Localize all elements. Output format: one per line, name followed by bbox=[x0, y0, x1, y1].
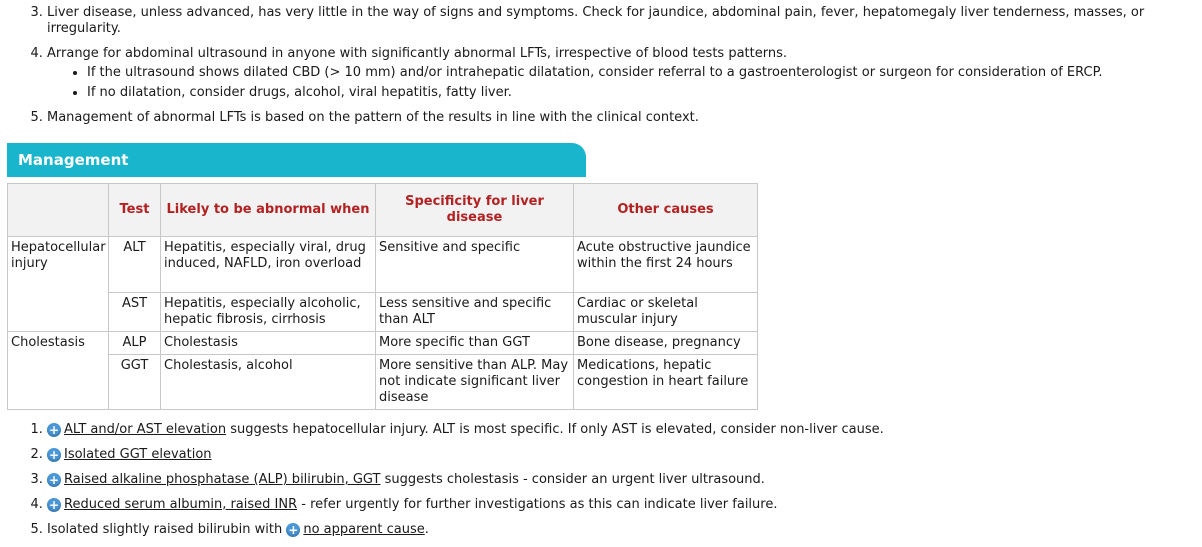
other-cell: Medications, hepatic congestion in heart failure bbox=[574, 355, 758, 410]
specificity-cell: More sensitive than ALP. May not indicate significant liver disease bbox=[376, 355, 574, 410]
group-cell: Hepatocellular injury bbox=[8, 237, 109, 293]
list-item: 1. + ALT and/or AST elevation suggests hepatocellular injury. ALT is most specific. If only AST is elevated, consider non-liver cause. bbox=[47, 422, 1187, 438]
test-cell: AST bbox=[109, 293, 161, 332]
other-cell: Bone disease, pregnancy bbox=[574, 332, 758, 355]
expand-plus-icon[interactable]: + bbox=[48, 473, 60, 487]
header-other-causes: Other causes bbox=[574, 184, 758, 237]
test-cell: ALP bbox=[109, 332, 161, 355]
group-cell: Cholestasis bbox=[8, 332, 109, 355]
expand-link[interactable]: Isolated GGT elevation bbox=[64, 447, 212, 462]
intro-item: 4. Arrange for abdominal ultrasound in anyone with significantly abnormal LFTs, irrespective of blood tests patterns. • If the ultrasound shows dilated CBD (> 10 mm) and/or intrahepatic dilatation, consider referral to a gastroenterologist or surgeon for consideration of ERCP. • If no dilatation, consider drugs, alcohol, viral hepatitis, fatty liver. bbox=[47, 46, 1187, 101]
intro-item: 3. Liver disease, unless advanced, has very little in the way of signs and symptoms. Check for jaundice, abdominal pain, fever, hepatomegaly liver tenderness, masses, or irregularity. bbox=[47, 5, 1187, 37]
group-cell bbox=[8, 355, 109, 410]
table-row bbox=[8, 355, 758, 410]
likely-cell: Hepatitis, especially viral, drug induced, NAFLD, iron overload bbox=[161, 237, 376, 293]
list-item: 5. Isolated slightly raised bilirubin with + no apparent cause. bbox=[47, 522, 1187, 538]
table-row bbox=[8, 332, 758, 355]
expand-link[interactable]: Raised alkaline phosphatase (ALP) bilirubin, GGT bbox=[64, 472, 381, 487]
list-item: 3. + Raised alkaline phosphatase (ALP) bilirubin, GGT suggests cholestasis - consider an urgent liver ultrasound. bbox=[47, 472, 1187, 488]
expand-plus-icon[interactable]: + bbox=[48, 423, 60, 437]
intro-item: 5. Management of abnormal LFTs is based on the pattern of the results in line with the clinical context. bbox=[47, 110, 1187, 126]
bullet-list bbox=[47, 65, 1187, 101]
header-likely: Likely to be abnormal when bbox=[161, 184, 376, 237]
table-row bbox=[8, 237, 758, 293]
likely-cell: Hepatitis, especially alcoholic, hepatic fibrosis, cirrhosis bbox=[161, 293, 376, 332]
header-group bbox=[8, 184, 109, 237]
expand-link[interactable]: ALT and/or AST elevation bbox=[64, 422, 227, 437]
other-cell: Acute obstructive jaundice within the first 24 hours bbox=[574, 237, 758, 293]
test-cell: GGT bbox=[109, 355, 161, 410]
likely-cell: Cholestasis, alcohol bbox=[161, 355, 376, 410]
expand-plus-icon[interactable]: + bbox=[48, 448, 60, 462]
bullet-item: • If no dilatation, consider drugs, alcohol, viral hepatitis, fatty liver. bbox=[87, 85, 1187, 101]
group-cell bbox=[8, 293, 109, 332]
expand-link[interactable]: no apparent cause bbox=[303, 522, 425, 537]
specificity-cell: Sensitive and specific bbox=[376, 237, 574, 293]
specificity-cell: Less sensitive and specific than ALT bbox=[376, 293, 574, 332]
header-specificity: Specificity for liver disease bbox=[376, 184, 574, 237]
lft-table bbox=[7, 183, 758, 410]
test-cell: ALT bbox=[109, 237, 161, 293]
list-item bbox=[47, 447, 1187, 463]
table-header-row bbox=[8, 184, 758, 237]
likely-cell: Cholestasis bbox=[161, 332, 376, 355]
intro-list bbox=[0, 5, 1187, 135]
expand-link[interactable]: Reduced serum albumin, raised INR bbox=[64, 497, 298, 512]
bullet-item: • If the ultrasound shows dilated CBD (> 10 mm) and/or intrahepatic dilatation, consider referral to a gastroenterologist or surgeon for consideration of ERCP. bbox=[87, 65, 1187, 81]
header-test: Test bbox=[109, 184, 161, 237]
management-section-header: Management bbox=[7, 143, 586, 177]
specificity-cell: More specific than GGT bbox=[376, 332, 574, 355]
list-item: 4. + Reduced serum albumin, raised INR - refer urgently for further investigations as this can indicate liver failure. bbox=[47, 497, 1187, 513]
expand-plus-icon[interactable]: + bbox=[288, 523, 299, 537]
management-points-list bbox=[0, 422, 1187, 547]
expand-plus-icon[interactable]: + bbox=[48, 498, 60, 512]
other-cell: Cardiac or skeletal muscular injury bbox=[574, 293, 758, 332]
table-row bbox=[8, 293, 758, 332]
